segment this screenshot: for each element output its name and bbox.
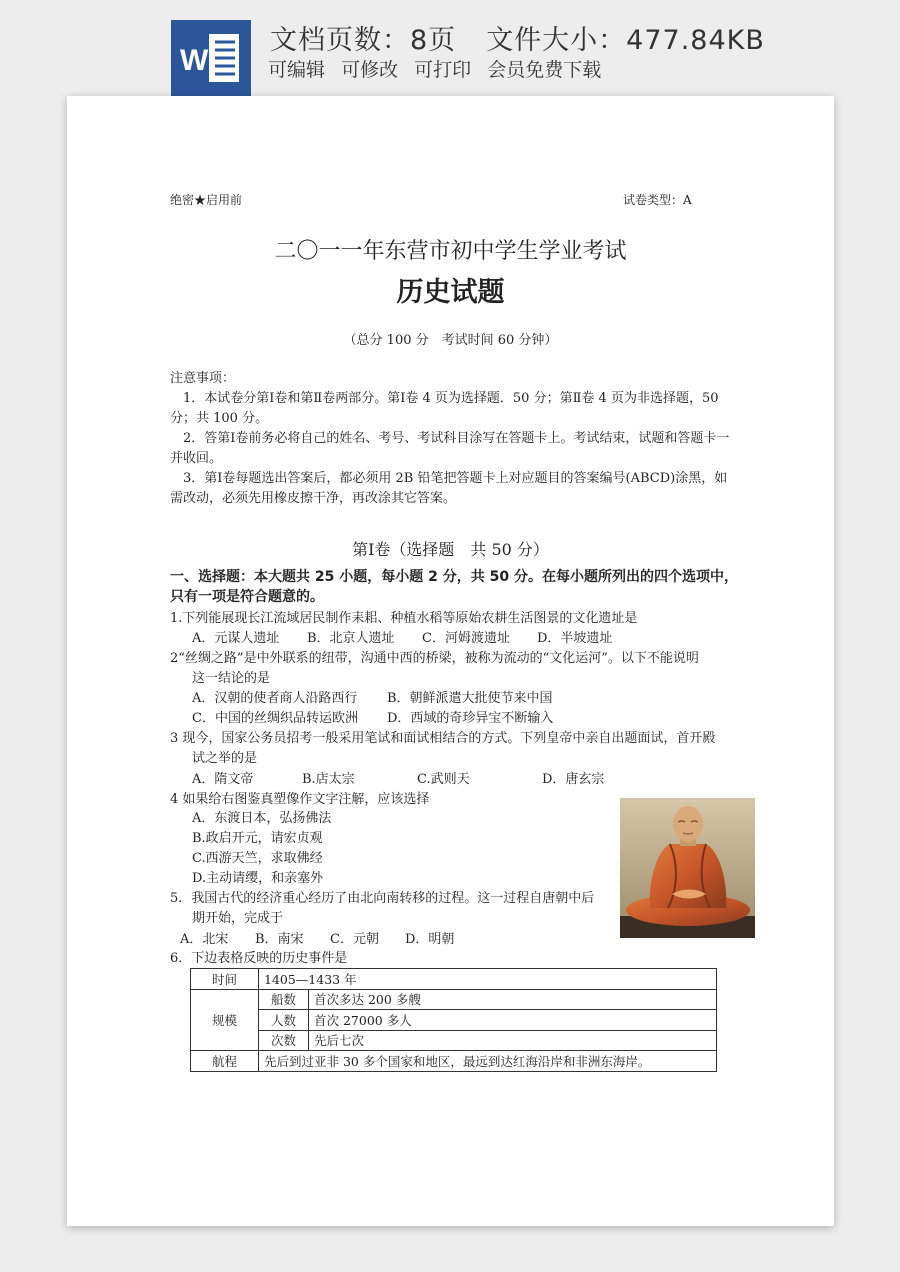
table-cell-time-value: 1405—1433 年 — [259, 969, 717, 990]
section-title: 第Ⅰ卷（选择题 共 50 分） — [352, 540, 549, 559]
table-cell-value: 先后七次 — [309, 1030, 717, 1051]
table-row — [191, 1051, 717, 1072]
notice-heading: 注意事项： — [170, 371, 236, 386]
jianzhen-statue-image — [620, 798, 755, 938]
exam-title: 二〇一一年东营市初中学生学业考试 — [274, 239, 627, 264]
table-cell-route-value: 先后到过亚非 30 多个国家和地区，最远到达红海沿岸和非洲东海岸。 — [259, 1051, 717, 1072]
q1-option-c: C．河姆渡遗址 — [422, 631, 510, 646]
question-5-stem: 5．我国古代的经济重心经历了由北向南转移的过程。这一过程自唐朝中后 — [170, 891, 595, 906]
notice-item-2: 2．答第Ⅰ卷前务必将自己的姓名、考号、考试科目涂写在答题卡上。考试结束，试题和答题卡一并收回。 — [170, 431, 730, 466]
question-4-stem: 4 如果给右图鉴真塑像作文字注解，应该选择 — [170, 792, 430, 807]
exam-page — [67, 96, 834, 1226]
q3-option-a: A．隋文帝 — [192, 772, 254, 787]
feature-editable: 可编辑 — [268, 59, 326, 81]
feature-modifiable: 可修改 — [341, 59, 399, 81]
question-1-options — [192, 629, 612, 649]
question-2-options-row1 — [192, 689, 553, 709]
feature-member-download[interactable]: 会员免费下载 — [487, 59, 602, 81]
table-cell-time-label: 时间 — [191, 969, 259, 990]
q4-option-d: D.主动请缨，和亲塞外 — [192, 871, 324, 886]
part-heading: 一、选择题：本大题共 25 小题，每小题 2 分，共 50 分。在每小题所列出的四个选项中，只有一项是符合题意的。 — [170, 569, 738, 605]
question-2-stem: 2“丝绸之路”是中外联系的纽带，沟通中西的桥梁，被称为流动的“文化运河”。以下不能说明 — [170, 651, 699, 666]
q2-option-b: B．朝鲜派遣大批使节来中国 — [387, 691, 553, 706]
table-cell-scale-label: 规模 — [191, 989, 259, 1051]
question-5-options — [180, 930, 454, 950]
q5-option-c: C．元朝 — [330, 932, 379, 947]
banner-features — [268, 55, 611, 82]
banner-file-info — [270, 18, 765, 57]
q5-option-d: D．明朝 — [405, 932, 455, 947]
q4-option-b: B.政启开元，请宏贞观 — [192, 831, 323, 846]
file-size: 文件大小：477.84KB — [486, 25, 765, 56]
q2-option-d: D．西域的奇珍异宝不断输入 — [387, 711, 554, 726]
feature-printable: 可打印 — [414, 59, 472, 81]
question-3-options — [192, 770, 604, 790]
q3-option-d: D．唐玄宗 — [542, 772, 605, 787]
download-banner — [0, 0, 900, 96]
question-6-stem: 6．下边表格反映的历史事件是 — [170, 951, 348, 966]
word-document-icon — [171, 20, 251, 96]
question-3-stem-cont: 试之举的是 — [192, 751, 258, 766]
table-row — [191, 989, 717, 1010]
q2-option-a: A．汉朝的使者商人沿路西行 — [192, 691, 358, 706]
question-3-stem: 3 现今，国家公务员招考一般采用笔试和面试相结合的方式。下列皇帝中亲自出题面试，首开殿 — [170, 731, 716, 746]
q1-option-d: D．半坡遗址 — [537, 631, 613, 646]
question-2-stem-cont: 这一结论的是 — [192, 671, 271, 686]
q4-option-a: A．东渡日本，弘扬佛法 — [192, 811, 332, 826]
q5-option-a: A．北宋 — [180, 932, 229, 947]
table-cell-route-label: 航程 — [191, 1051, 259, 1072]
subject-title: 历史试题 — [396, 277, 505, 308]
q5-option-b: B．南宋 — [255, 932, 304, 947]
secret-label: 绝密★启用前 — [170, 193, 243, 207]
table-row — [191, 969, 717, 990]
table-cell-value: 首次多达 200 多艘 — [309, 989, 717, 1010]
notice-item-3: 3．第Ⅰ卷每题选出答案后，都必须用 2B 铅笔把答题卡上对应题目的答案编号(ABCD)涂黑，如需改动，必须先用橡皮擦干净，再改涂其它答案。 — [170, 471, 728, 506]
page-count: 文档页数：8页 — [270, 25, 457, 56]
q3-option-c: C.武则天 — [417, 772, 470, 787]
table-cell-key: 船数 — [259, 989, 309, 1010]
question-5-stem-cont: 期开始，完成于 — [192, 911, 284, 926]
score-time-info: （总分 100 分 考试时间 60 分钟） — [343, 333, 558, 348]
table-cell-key: 次数 — [259, 1030, 309, 1051]
table-row — [191, 1010, 717, 1031]
svg-text:W: W — [180, 44, 209, 77]
q3-option-b: B.店太宗 — [302, 772, 355, 787]
question-1-stem: 1.下列能展现长江流域居民制作耒耜、种植水稻等原始农耕生活图景的文化遗址是 — [170, 611, 638, 626]
q2-option-c: C．中国的丝绸织品转运欧洲 — [192, 711, 358, 726]
voyage-table — [190, 968, 717, 1072]
q1-option-b: B．北京人遗址 — [307, 631, 395, 646]
paper-type-label: 试卷类型：A — [623, 193, 692, 207]
table-cell-key: 人数 — [259, 1010, 309, 1031]
notice-item-1: 1．本试卷分第Ⅰ卷和第Ⅱ卷两部分。第Ⅰ卷 4 页为选择题．50 分；第Ⅱ卷 4 页为非选择题，50 分；共 100 分。 — [170, 391, 719, 426]
q1-option-a: A．元谋人遗址 — [192, 631, 280, 646]
question-2-options-row2 — [192, 709, 553, 729]
table-cell-value: 首次 27000 多人 — [309, 1010, 717, 1031]
table-row — [191, 1030, 717, 1051]
q4-option-c: C.西游天竺，求取佛经 — [192, 851, 323, 866]
